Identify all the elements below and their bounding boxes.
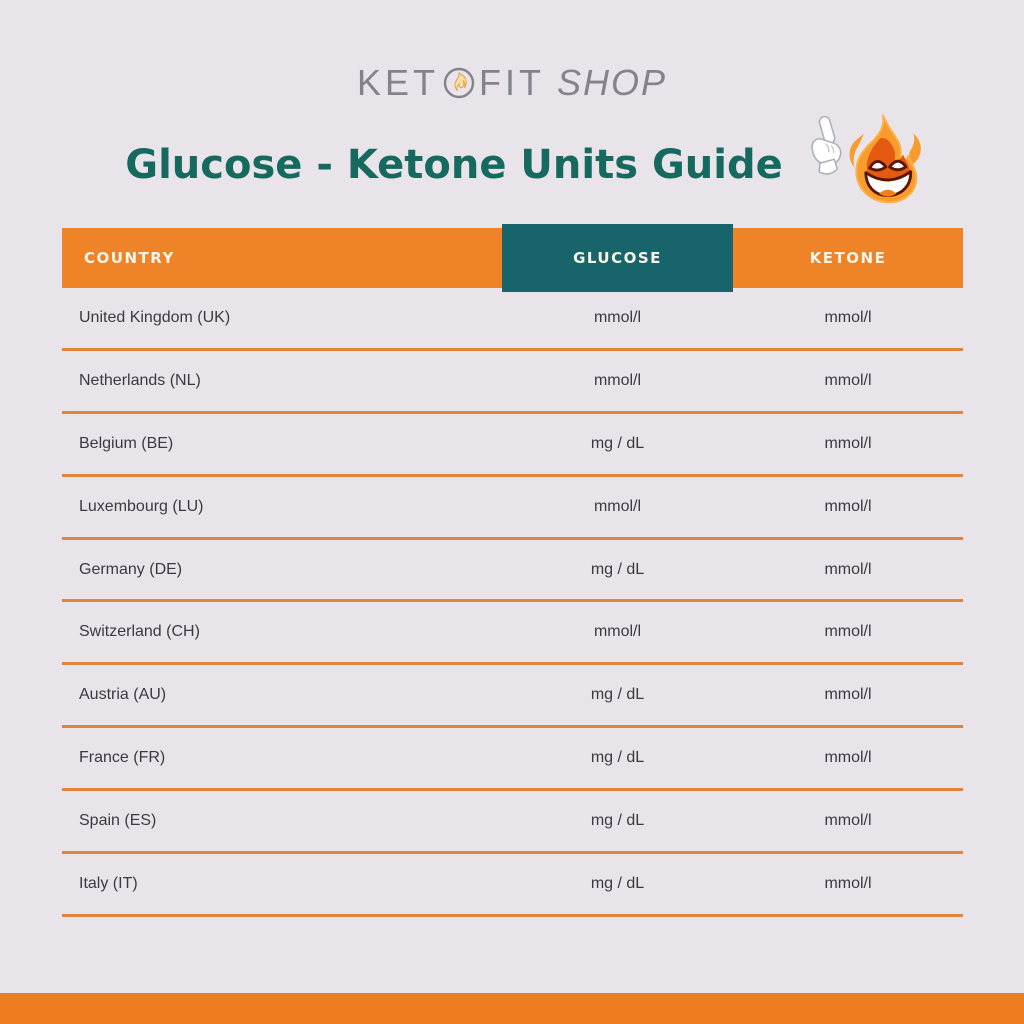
units-table: [62, 228, 963, 917]
glucose-unit-cell: mg / dL: [590, 434, 645, 452]
ketone-unit-cell: mmol/l: [824, 308, 872, 326]
country-cell: France (FR): [79, 749, 166, 767]
glucose-unit-cell: mg / dL: [590, 749, 645, 767]
glucose-unit-cell: mg / dL: [590, 686, 645, 704]
glucose-unit-cell: mg / dL: [590, 560, 645, 578]
table-row: [62, 414, 963, 477]
country-cell: Luxembourg (LU): [79, 497, 204, 515]
ketone-unit-cell: mmol/l: [824, 686, 872, 704]
glucose-unit-cell: mmol/l: [593, 308, 642, 326]
logo-text-fit: FIT: [479, 62, 545, 103]
country-cell: Germany (DE): [79, 560, 183, 578]
ketone-unit-cell: mmol/l: [824, 749, 872, 767]
table-row: [62, 791, 963, 854]
country-cell: United Kingdom (UK): [79, 308, 231, 326]
footer-accent-bar: [0, 993, 1024, 1024]
ketone-unit-cell: mmol/l: [824, 497, 872, 515]
mascot-hand-icon: [812, 115, 841, 174]
table-row: [62, 477, 963, 540]
logo-text-shop: SHOP: [556, 62, 668, 103]
country-cell: Austria (AU): [79, 686, 167, 704]
glucose-unit-cell: mmol/l: [593, 497, 642, 515]
ketone-unit-cell: mmol/l: [824, 371, 872, 389]
table-row: [62, 288, 963, 351]
country-cell: Netherlands (NL): [79, 371, 201, 389]
flame-mascot-pointing-icon: [801, 113, 923, 217]
table-body: [62, 288, 963, 917]
ketone-unit-cell: mmol/l: [824, 434, 872, 452]
brand-logo: [0, 62, 1024, 104]
glucose-unit-cell: mmol/l: [593, 371, 642, 389]
column-header-ketone: KETONE: [733, 228, 963, 288]
table-row: [62, 728, 963, 791]
ketone-unit-cell: mmol/l: [824, 623, 872, 641]
table-row: [62, 854, 963, 917]
country-cell: Spain (ES): [79, 812, 157, 830]
ketone-unit-cell: mmol/l: [824, 560, 872, 578]
country-cell: Belgium (BE): [79, 434, 174, 452]
table-row: [62, 602, 963, 665]
country-cell: Switzerland (CH): [79, 623, 200, 641]
glucose-unit-cell: mg / dL: [590, 874, 645, 892]
table-row: [62, 665, 963, 728]
glucose-unit-cell: mg / dL: [590, 812, 645, 830]
logo-text-keto: KET: [356, 62, 439, 103]
title-row: [12, 110, 1024, 220]
mascot-flame-icon: [849, 115, 920, 202]
flame-in-circle-icon: [442, 66, 476, 100]
column-header-country: COUNTRY: [62, 228, 502, 288]
page-title: Glucose - Ketone Units Guide: [125, 142, 783, 188]
country-cell: Italy (IT): [79, 874, 138, 892]
table-header-row: [62, 228, 963, 288]
glucose-unit-cell: mmol/l: [593, 623, 642, 641]
ketone-unit-cell: mmol/l: [824, 874, 872, 892]
table-row: [62, 351, 963, 414]
table-row: [62, 540, 963, 603]
ketone-unit-cell: mmol/l: [824, 812, 872, 830]
column-header-glucose: GLUCOSE: [502, 224, 733, 292]
